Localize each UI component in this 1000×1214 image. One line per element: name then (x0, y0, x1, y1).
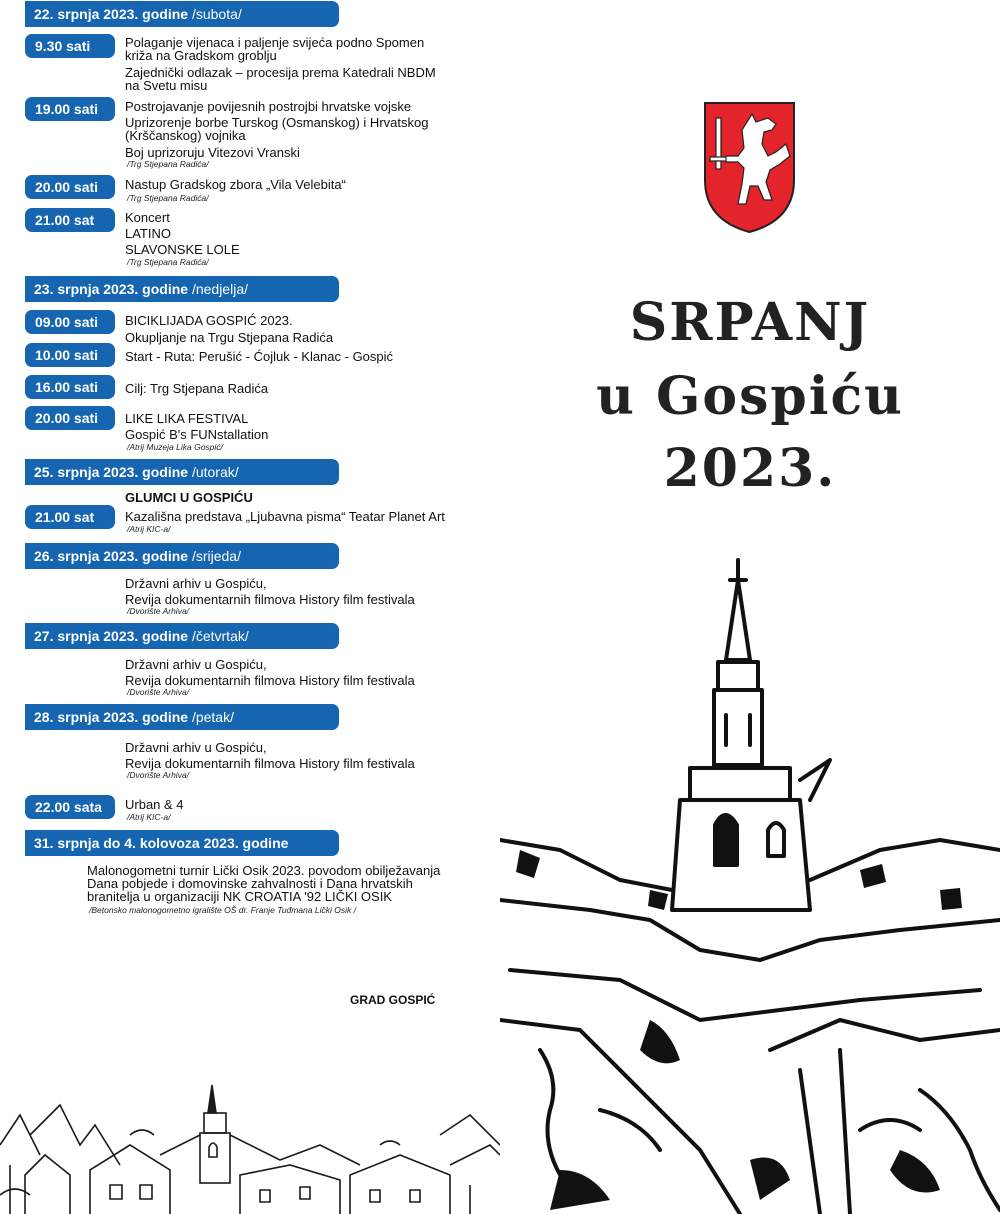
event-text: Dana pobjede i domovinske zahvalnosti i Dana hrvatskih (87, 876, 413, 891)
event-text: Zajednički odlazak – procesija prema Katedrali NBDM (125, 65, 436, 80)
date-header-25-july (25, 459, 339, 485)
event-text: križa na Gradskom groblju (125, 48, 277, 63)
time-pill: 10.00 sati (25, 343, 115, 367)
time-pill: 21.00 sat (25, 208, 115, 232)
date-text: 27. srpnja 2023. godine (34, 628, 189, 644)
coat-of-arms-icon (702, 100, 797, 235)
event-text: Revija dokumentarnih filmova History film festivala (125, 592, 415, 607)
event-location: /Dvorište Arhiva/ (127, 770, 190, 780)
event-text: LATINO (125, 226, 171, 241)
date-header-22-july (25, 1, 339, 27)
event-location: /Trg Stjepana Radića/ (127, 159, 209, 169)
date-header-26-july (25, 543, 339, 569)
date-header-23-july (25, 276, 339, 302)
event-location: /Trg Stjepana Radića/ (127, 257, 209, 267)
weekday-text: /utorak/ (191, 464, 239, 480)
date-text: 25. srpnja 2023. godine (34, 464, 189, 480)
event-heading: GLUMCI U GOSPIĆU (125, 490, 253, 505)
time-pill: 20.00 sati (25, 175, 115, 199)
weekday-text: /subota/ (191, 6, 242, 22)
event-text: Postrojavanje povijesnih postrojbi hrvatske vojske (125, 99, 412, 114)
event-text: na Svetu misu (125, 78, 208, 93)
event-text: BICIKLIJADA GOSPIĆ 2023. (125, 313, 293, 328)
page-title-line1: SRPANJ (629, 292, 871, 353)
event-text: branitelja u organizaciji NK CROATIA '92 LIČKI OSIK (87, 889, 392, 904)
event-text: Uprizorenje borbe Turskog (Osmanskog) i Hrvatskog (125, 115, 429, 130)
time-pill: 16.00 sati (25, 375, 115, 399)
page-title-line2: u Gospiću (596, 366, 904, 427)
event-location: /Atrij KIC-a/ (127, 812, 171, 822)
event-text: (Krščanskog) vojnika (125, 128, 246, 143)
time-pill: 22.00 sata (25, 795, 115, 819)
event-text: Državni arhiv u Gospiću, (125, 657, 267, 672)
weekday-text: /petak/ (191, 709, 234, 725)
time-pill: 21.00 sat (25, 505, 115, 529)
date-text: 23. srpnja 2023. godine (34, 281, 189, 297)
event-text: Urban & 4 (125, 797, 184, 812)
time-pill: 9.30 sati (25, 34, 115, 58)
event-location: /Atrij KIC-a/ (127, 524, 171, 534)
event-text: Gospić B's FUNstallation (125, 427, 269, 442)
event-text: Polaganje vijenaca i paljenje svijeća podno Spomen (125, 35, 425, 50)
church-sketch-illustration (500, 550, 1000, 1214)
event-text: Malonogometni turnir Lički Osik 2023. povodom obilježavanja (87, 863, 441, 878)
date-text: 22. srpnja 2023. godine (34, 6, 189, 22)
event-text: LIKE LIKA FESTIVAL (125, 411, 249, 426)
event-text: Koncert (125, 210, 170, 225)
time-pill: 09.00 sati (25, 310, 115, 334)
page-title-line3: 2023. (663, 438, 837, 499)
weekday-text: /četvrtak/ (191, 628, 249, 644)
date-header-28-july (25, 704, 339, 730)
event-location: /Atrij Muzeja Lika Gospić/ (127, 442, 223, 452)
event-text: Okupljanje na Trgu Stjepana Radića (125, 330, 334, 345)
date-header-27-july (25, 623, 339, 649)
event-text: Revija dokumentarnih filmova History film festivala (125, 673, 415, 688)
event-text: Cilj: Trg Stjepana Radića (125, 381, 269, 396)
event-location: /Dvorište Arhiva/ (127, 687, 190, 697)
event-location: /Trg Stjepana Radića/ (127, 193, 209, 203)
event-text: Nastup Gradskog zbora „Vila Velebita“ (125, 177, 346, 192)
event-text: Start - Ruta: Perušić - Ćojluk - Klanac - Gospić (125, 349, 394, 364)
event-text: Kazališna predstava „Ljubavna pisma“ Teatar Planet Art (125, 509, 445, 524)
date-text: 31. srpnja do 4. kolovoza 2023. godine (34, 835, 289, 851)
event-text: Državni arhiv u Gospiću, (125, 576, 267, 591)
event-text: Boj uprizoruju Vitezovi Vranski (125, 145, 300, 160)
weekday-text: /nedjelja/ (191, 281, 248, 297)
event-text: SLAVONSKE LOLE (125, 242, 240, 257)
weekday-text: /srijeda/ (191, 548, 241, 564)
town-skyline-illustration (0, 1075, 500, 1214)
event-text: Revija dokumentarnih filmova History film festivala (125, 756, 415, 771)
date-header-31-july (25, 830, 339, 856)
event-location: /Betonsko malonogometno igralište OŠ dr. Franje Tuđmana Lički Osik / (89, 905, 356, 915)
date-text: 26. srpnja 2023. godine (34, 548, 189, 564)
event-location: /Dvorište Arhiva/ (127, 606, 190, 616)
signature: GRAD GOSPIĆ (350, 993, 436, 1007)
date-text: 28. srpnja 2023. godine (34, 709, 189, 725)
time-pill: 20.00 sati (25, 406, 115, 430)
time-pill: 19.00 sati (25, 97, 115, 121)
event-text: Državni arhiv u Gospiću, (125, 740, 267, 755)
